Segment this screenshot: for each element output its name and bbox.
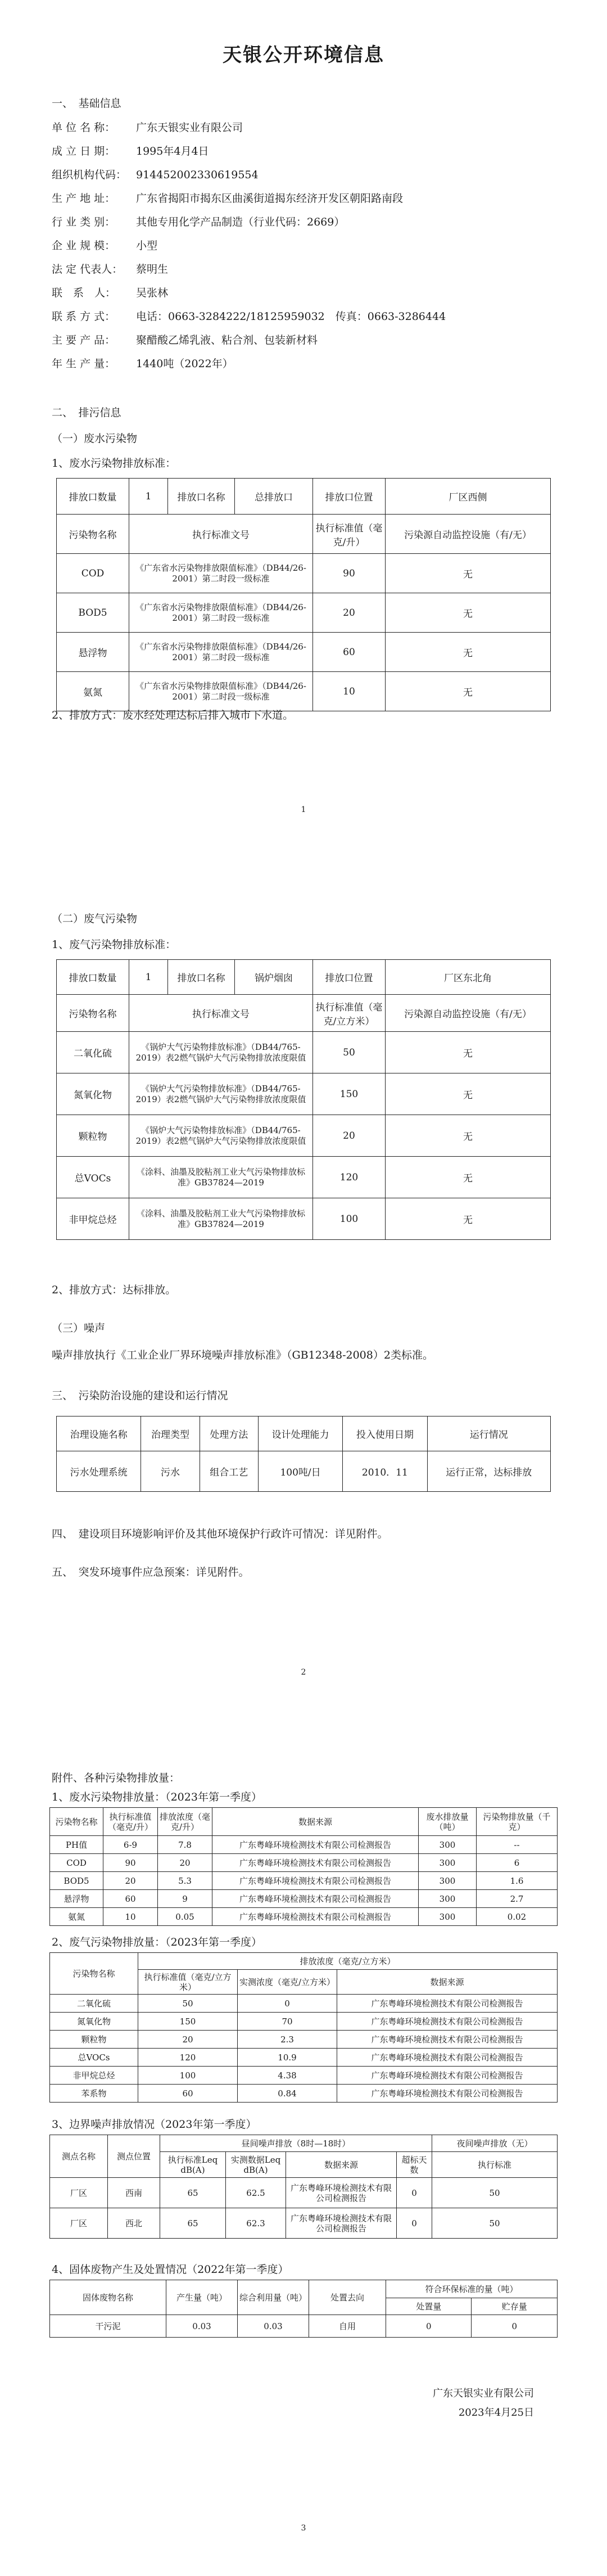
table-row bbox=[57, 1115, 551, 1157]
cell: 0.02 bbox=[477, 1908, 558, 1926]
cell: 苯系物 bbox=[50, 2085, 138, 2103]
cell: 无 bbox=[386, 1073, 551, 1115]
cell: COD bbox=[50, 1854, 103, 1872]
header-cell: 执行标准值（毫克/升） bbox=[313, 515, 386, 554]
page-1 bbox=[0, 0, 607, 860]
water-heading: （一）废水污染物 bbox=[52, 432, 138, 445]
cell: 300 bbox=[419, 1836, 477, 1854]
cell: 排放口数量 bbox=[57, 960, 129, 995]
cell: 排放口名称 bbox=[168, 479, 235, 515]
cell: 《涂料、油墨及胶粘剂工业大气污染物排放标准》GB37824—2019 bbox=[129, 1198, 313, 1240]
cell: 非甲烷总烃 bbox=[57, 1198, 129, 1240]
cell: BOD5 bbox=[50, 1872, 103, 1890]
header-cell: 投入使用日期 bbox=[343, 1416, 427, 1451]
table-row bbox=[50, 2013, 558, 2031]
header-cell: 数据来源 bbox=[212, 1808, 419, 1836]
cell: 广东粤峰环境检测技术有限公司检测报告 bbox=[212, 1854, 419, 1872]
info-label: 行 业 类 别： bbox=[52, 216, 116, 228]
cell: 非甲烷总烃 bbox=[50, 2067, 138, 2085]
header-cell: 符合环保标准的量（吨） bbox=[386, 2280, 558, 2298]
cell: 广东粤峰环境检测技术有限公司检测报告 bbox=[286, 2208, 397, 2239]
info-value: 1440吨（2022年） bbox=[136, 358, 233, 370]
cell: 10 bbox=[103, 1908, 158, 1926]
cell: 300 bbox=[419, 1890, 477, 1908]
header-cell: 夜间噪声排放（无） bbox=[432, 2135, 558, 2152]
cell: 总VOCs bbox=[57, 1157, 129, 1198]
info-row bbox=[52, 332, 318, 347]
header-cell: 污染物名称 bbox=[57, 515, 129, 554]
table-row bbox=[50, 2208, 558, 2239]
cell: 7.8 bbox=[158, 1836, 212, 1854]
info-value: 广东省揭阳市揭东区曲溪街道揭东经济开发区朝阳路南段 bbox=[136, 192, 404, 205]
page-number: 3 bbox=[301, 2524, 306, 2533]
section-4: 四、 建设项目环境影响评价及其他环境保护行政许可情况：详见附件。 bbox=[52, 1528, 388, 1540]
facility-table bbox=[56, 1416, 551, 1492]
cell: 2010．11 bbox=[343, 1451, 427, 1492]
cell: 0.05 bbox=[158, 1908, 212, 1926]
header-cell: 数据来源 bbox=[286, 2152, 397, 2178]
table-row bbox=[57, 633, 551, 672]
cell: 100 bbox=[313, 1198, 386, 1240]
info-value: 蔡明生 bbox=[136, 263, 169, 276]
info-row bbox=[52, 119, 243, 134]
cell: 100 bbox=[138, 2067, 238, 2085]
signature-block bbox=[433, 2384, 534, 2422]
cell: 50 bbox=[432, 2178, 558, 2208]
cell: 2.3 bbox=[238, 2031, 337, 2049]
cell: 300 bbox=[419, 1854, 477, 1872]
solid-waste-title: 4、固体废物产生及处置情况（2022年第一季度） bbox=[52, 2263, 289, 2276]
cell: 厂区东北角 bbox=[386, 960, 551, 995]
cell: 300 bbox=[419, 1908, 477, 1926]
table-row bbox=[50, 2049, 558, 2067]
cell: 悬浮物 bbox=[50, 1890, 103, 1908]
page-number: 2 bbox=[301, 1668, 306, 1677]
table-row bbox=[50, 1836, 558, 1854]
cell: 5.3 bbox=[158, 1872, 212, 1890]
cell: 《涂料、油墨及胶粘剂工业大气污染物排放标准》GB37824—2019 bbox=[129, 1157, 313, 1198]
cell: 无 bbox=[386, 1157, 551, 1198]
table-row bbox=[57, 1073, 551, 1115]
header-cell: 执行标准 bbox=[432, 2152, 558, 2178]
cell: 厂区 bbox=[50, 2208, 108, 2239]
cell: 广东粤峰环境检测技术有限公司检测报告 bbox=[212, 1872, 419, 1890]
cell: 6-9 bbox=[103, 1836, 158, 1854]
gas-amount-title: 2、废气污染物排放量：（2023年第一季度） bbox=[52, 1936, 262, 1948]
cell: 西南 bbox=[108, 2178, 160, 2208]
cell: 厂区西侧 bbox=[386, 479, 551, 515]
gas-subheading: 1、废气污染物排放标准： bbox=[52, 939, 176, 951]
header-cell: 处置量 bbox=[386, 2298, 472, 2315]
cell: PH值 bbox=[50, 1836, 103, 1854]
cell: 广东粤峰环境检测技术有限公司检测报告 bbox=[337, 2031, 558, 2049]
table-row bbox=[50, 1890, 558, 1908]
cell: 《广东省水污染物排放限值标准》（DB44/26-2001）第二时段一级标准 bbox=[129, 554, 313, 593]
header-cell: 固体废物名称 bbox=[50, 2280, 166, 2315]
info-row bbox=[52, 237, 157, 252]
header-cell: 产生量（吨） bbox=[166, 2280, 238, 2315]
cell: 10 bbox=[313, 672, 386, 711]
header-cell: 执行标准值（毫克/立方米） bbox=[313, 995, 386, 1032]
cell: 120 bbox=[313, 1157, 386, 1198]
table-row bbox=[50, 2085, 558, 2103]
annex-heading: 附件、各种污染物排放量： bbox=[52, 1772, 180, 1784]
cell: 自用 bbox=[309, 2315, 386, 2338]
table-row bbox=[50, 2031, 558, 2049]
info-row bbox=[52, 214, 345, 229]
header-cell: 废水排放量（吨） bbox=[419, 1808, 477, 1836]
cell: 排放口位置 bbox=[313, 479, 386, 515]
cell: 20 bbox=[313, 593, 386, 633]
info-value: 聚醋酸乙烯乳液、粘合剂、包装新材料 bbox=[136, 334, 318, 346]
cell: 《广东省水污染物排放限值标准》（DB44/26-2001）第二时段一级标准 bbox=[129, 672, 313, 711]
cell: 60 bbox=[138, 2085, 238, 2103]
info-label: 年 生 产 量： bbox=[52, 358, 116, 370]
header-cell: 执行标准值（毫克/升） bbox=[103, 1808, 158, 1836]
cell: COD bbox=[57, 554, 129, 593]
info-label: 成 立 日 期： bbox=[52, 145, 116, 157]
info-value: 吴张林 bbox=[136, 287, 169, 299]
cell: 广东粤峰环境检测技术有限公司检测报告 bbox=[212, 1908, 419, 1926]
cell: 氮氧化物 bbox=[50, 2013, 138, 2031]
header-cell: 污染物名称 bbox=[50, 1953, 138, 1995]
table-row bbox=[50, 2178, 558, 2208]
info-label: 主 要 产 品： bbox=[52, 334, 116, 346]
table-row bbox=[50, 1908, 558, 1926]
cell: 广东粤峰环境检测技术有限公司检测报告 bbox=[337, 1995, 558, 2013]
noise-text: 噪声排放执行《工业企业厂界环境噪声排放标准》（GB12348-2008）2类标准。 bbox=[52, 1349, 433, 1361]
table-row bbox=[57, 593, 551, 633]
table-row bbox=[57, 1032, 551, 1073]
cell: 颗粒物 bbox=[57, 1115, 129, 1157]
cell: 排放口名称 bbox=[168, 960, 235, 995]
cell: 62.5 bbox=[226, 2178, 286, 2208]
info-label: 联 系 方 式： bbox=[52, 310, 116, 323]
cell: 0.03 bbox=[166, 2315, 238, 2338]
table-row bbox=[50, 2067, 558, 2085]
page-3 bbox=[0, 1721, 607, 2576]
info-row bbox=[52, 308, 446, 323]
noise-amount-table bbox=[49, 2135, 558, 2239]
cell: 70 bbox=[238, 2013, 337, 2031]
cell: 污水 bbox=[141, 1451, 200, 1492]
header-cell: 污染物排放量（千克） bbox=[477, 1808, 558, 1836]
cell: 6 bbox=[477, 1854, 558, 1872]
table-row bbox=[57, 1198, 551, 1240]
cell: 《广东省水污染物排放限值标准》（DB44/26-2001）第二时段一级标准 bbox=[129, 593, 313, 633]
info-row bbox=[52, 261, 168, 276]
gas-amount-table bbox=[49, 1952, 558, 2103]
section-2-heading: 二、 排污信息 bbox=[52, 407, 121, 419]
info-label: 组织机构代码： bbox=[52, 169, 127, 181]
cell: 广东粤峰环境检测技术有限公司检测报告 bbox=[212, 1890, 419, 1908]
cell: 62.3 bbox=[226, 2208, 286, 2239]
info-value: 小型 bbox=[136, 240, 158, 252]
info-row bbox=[52, 166, 259, 182]
cell: 1 bbox=[129, 960, 168, 995]
table-row bbox=[57, 672, 551, 711]
info-label: 法 定 代表人： bbox=[52, 263, 123, 276]
cell: 《锅炉大气污染物排放标准》（DB44/765-2019）表2燃气锅炉大气污染物排放浓度限值 bbox=[129, 1032, 313, 1073]
info-value: 电话：0663-3284222/18125959032 传真：0663-3286444 bbox=[136, 310, 446, 323]
cell: 0 bbox=[472, 2315, 558, 2338]
water-standard-table bbox=[56, 478, 551, 711]
signature-date: 2023年4月25日 bbox=[458, 2407, 534, 2419]
cell: 无 bbox=[386, 672, 551, 711]
cell: 0 bbox=[397, 2178, 432, 2208]
header-cell: 治理类型 bbox=[141, 1416, 200, 1451]
cell: 无 bbox=[386, 1198, 551, 1240]
cell: 100吨/日 bbox=[258, 1451, 342, 1492]
cell: 广东粤峰环境检测技术有限公司检测报告 bbox=[286, 2178, 397, 2208]
cell: 广东粤峰环境检测技术有限公司检测报告 bbox=[337, 2013, 558, 2031]
header-cell: 实测浓度（毫克/立方米） bbox=[238, 1970, 337, 1995]
wastewater-amount-title: 1、废水污染物排放量：（2023年第一季度） bbox=[52, 1791, 262, 1803]
info-value: 914452002330619554 bbox=[136, 169, 259, 181]
cell: 无 bbox=[386, 593, 551, 633]
header-cell: 执行标准文号 bbox=[129, 515, 313, 554]
cell: 运行正常，达标排放 bbox=[427, 1451, 550, 1492]
cell: 无 bbox=[386, 1115, 551, 1157]
cell: 《锅炉大气污染物排放标准》（DB44/765-2019）表2燃气锅炉大气污染物排放浓度限值 bbox=[129, 1073, 313, 1115]
gas-method: 2、排放方式：达标排放。 bbox=[52, 1284, 176, 1296]
document-title: 天银公开环境信息 bbox=[223, 44, 384, 66]
header-cell: 污染物名称 bbox=[50, 1808, 103, 1836]
info-label: 单 位 名 称： bbox=[52, 121, 116, 134]
info-label: 生 产 地 址： bbox=[52, 192, 116, 205]
cell: 0.03 bbox=[238, 2315, 309, 2338]
header-cell: 排放浓度（毫克/立方米） bbox=[138, 1953, 558, 1970]
cell: 无 bbox=[386, 1032, 551, 1073]
header-cell: 污染物名称 bbox=[57, 995, 129, 1032]
cell: 9 bbox=[158, 1890, 212, 1908]
cell: 0 bbox=[386, 2315, 472, 2338]
water-subheading: 1、废水污染物排放标准： bbox=[52, 457, 176, 470]
cell: 厂区 bbox=[50, 2178, 108, 2208]
cell: 65 bbox=[160, 2178, 226, 2208]
info-row bbox=[52, 285, 168, 300]
cell: 无 bbox=[386, 633, 551, 672]
page-number: 1 bbox=[301, 805, 306, 814]
cell: 4.38 bbox=[238, 2067, 337, 2085]
cell: 0.84 bbox=[238, 2085, 337, 2103]
header-cell: 治理设施名称 bbox=[57, 1416, 141, 1451]
cell: 总VOCs bbox=[50, 2049, 138, 2067]
signature-company: 广东天银实业有限公司 bbox=[433, 2388, 534, 2399]
table-row bbox=[50, 1995, 558, 2013]
header-cell: 污染源自动监控设施（有/无） bbox=[386, 515, 551, 554]
cell: 广东粤峰环境检测技术有限公司检测报告 bbox=[212, 1836, 419, 1854]
cell: 20 bbox=[158, 1854, 212, 1872]
cell: 120 bbox=[138, 2049, 238, 2067]
table-row bbox=[57, 1157, 551, 1198]
gas-standard-table bbox=[56, 959, 551, 1240]
info-row bbox=[52, 190, 403, 205]
header-cell: 处理方法 bbox=[200, 1416, 258, 1451]
header-cell: 测点位置 bbox=[108, 2135, 160, 2178]
noise-heading: （三）噪声 bbox=[52, 1322, 106, 1334]
cell: 广东粤峰环境检测技术有限公司检测报告 bbox=[337, 2085, 558, 2103]
cell: 排放口数量 bbox=[57, 479, 129, 515]
cell: 悬浮物 bbox=[57, 633, 129, 672]
cell: 300 bbox=[419, 1872, 477, 1890]
cell: 20 bbox=[103, 1872, 158, 1890]
cell: 50 bbox=[138, 1995, 238, 2013]
info-value: 1995年4月4日 bbox=[136, 145, 209, 157]
cell: 60 bbox=[103, 1890, 158, 1908]
noise-amount-title: 3、边界噪声排放情况（2023年第一季度） bbox=[52, 2118, 257, 2131]
cell: 150 bbox=[138, 2013, 238, 2031]
header-cell: 运行情况 bbox=[427, 1416, 550, 1451]
header-cell: 综合利用量（吨） bbox=[238, 2280, 309, 2315]
cell: 二氧化硫 bbox=[50, 1995, 138, 2013]
header-cell: 数据来源 bbox=[337, 1970, 558, 1995]
cell: 总排放口 bbox=[235, 479, 313, 515]
cell: 20 bbox=[138, 2031, 238, 2049]
cell: 65 bbox=[160, 2208, 226, 2239]
table-row bbox=[57, 554, 551, 593]
cell: 氮氧化物 bbox=[57, 1073, 129, 1115]
section-3-heading: 三、 污染防治设施的建设和运行情况 bbox=[52, 1389, 228, 1402]
wastewater-amount-table bbox=[49, 1807, 558, 1926]
header-cell: 排放浓度（毫克/升） bbox=[158, 1808, 212, 1836]
cell: 广东粤峰环境检测技术有限公司检测报告 bbox=[337, 2049, 558, 2067]
section-5: 五、 突发环境事件应急预案：详见附件。 bbox=[52, 1566, 250, 1578]
info-row bbox=[52, 143, 209, 158]
cell: 污水处理系统 bbox=[57, 1451, 141, 1492]
cell: 颗粒物 bbox=[50, 2031, 138, 2049]
water-method: 2、排放方式：废水经处理达标后排入城市下水道。 bbox=[52, 709, 294, 721]
cell: 0 bbox=[238, 1995, 337, 2013]
cell: 10.9 bbox=[238, 2049, 337, 2067]
section-1-heading: 一、 基础信息 bbox=[52, 97, 121, 110]
table-row bbox=[50, 1854, 558, 1872]
header-cell: 实测数据Leq dB(A) bbox=[226, 2152, 286, 2178]
header-cell: 昼间噪声排放（8时—18时） bbox=[160, 2135, 432, 2152]
header-cell: 超标天数 bbox=[397, 2152, 432, 2178]
cell: BOD5 bbox=[57, 593, 129, 633]
cell: 氨氮 bbox=[50, 1908, 103, 1926]
cell: 干污泥 bbox=[50, 2315, 166, 2338]
cell: 90 bbox=[103, 1854, 158, 1872]
header-cell: 处置去向 bbox=[309, 2280, 386, 2315]
solid-waste-table bbox=[49, 2280, 558, 2338]
table-row bbox=[50, 1872, 558, 1890]
cell: -- bbox=[477, 1836, 558, 1854]
cell: 排放口位置 bbox=[313, 960, 386, 995]
info-label: 企 业 规 模： bbox=[52, 240, 116, 252]
cell: 西北 bbox=[108, 2208, 160, 2239]
header-cell: 贮存量 bbox=[472, 2298, 558, 2315]
cell: 《广东省水污染物排放限值标准》（DB44/26-2001）第二时段一级标准 bbox=[129, 633, 313, 672]
cell: 锅炉烟囱 bbox=[235, 960, 313, 995]
cell: 90 bbox=[313, 554, 386, 593]
cell: 1 bbox=[129, 479, 168, 515]
header-cell: 污染源自动监控设施（有/无） bbox=[386, 995, 551, 1032]
cell: 2.7 bbox=[477, 1890, 558, 1908]
cell: 《锅炉大气污染物排放标准》（DB44/765-2019）表2燃气锅炉大气污染物排放浓度限值 bbox=[129, 1115, 313, 1157]
cell: 组合工艺 bbox=[200, 1451, 258, 1492]
info-row bbox=[52, 355, 233, 371]
header-cell: 执行标准文号 bbox=[129, 995, 313, 1032]
info-value: 其他专用化学产品制造（行业代码：2669） bbox=[136, 216, 345, 228]
info-label: 联 系 人： bbox=[52, 287, 116, 299]
cell: 无 bbox=[386, 554, 551, 593]
cell: 150 bbox=[313, 1073, 386, 1115]
cell: 氨氮 bbox=[57, 672, 129, 711]
cell: 60 bbox=[313, 633, 386, 672]
cell: 50 bbox=[432, 2208, 558, 2239]
header-cell: 执行标准值（毫克/立方米） bbox=[138, 1970, 238, 1995]
page-2 bbox=[0, 860, 607, 1721]
header-cell: 设计处理能力 bbox=[258, 1416, 342, 1451]
cell: 50 bbox=[313, 1032, 386, 1073]
cell: 1.6 bbox=[477, 1872, 558, 1890]
cell: 20 bbox=[313, 1115, 386, 1157]
header-cell: 执行标准Leq dB(A) bbox=[160, 2152, 226, 2178]
header-cell: 测点名称 bbox=[50, 2135, 108, 2178]
info-value: 广东天银实业有限公司 bbox=[136, 121, 243, 134]
gas-heading: （二）废气污染物 bbox=[52, 913, 138, 925]
cell: 二氧化硫 bbox=[57, 1032, 129, 1073]
cell: 0 bbox=[397, 2208, 432, 2239]
cell: 广东粤峰环境检测技术有限公司检测报告 bbox=[337, 2067, 558, 2085]
